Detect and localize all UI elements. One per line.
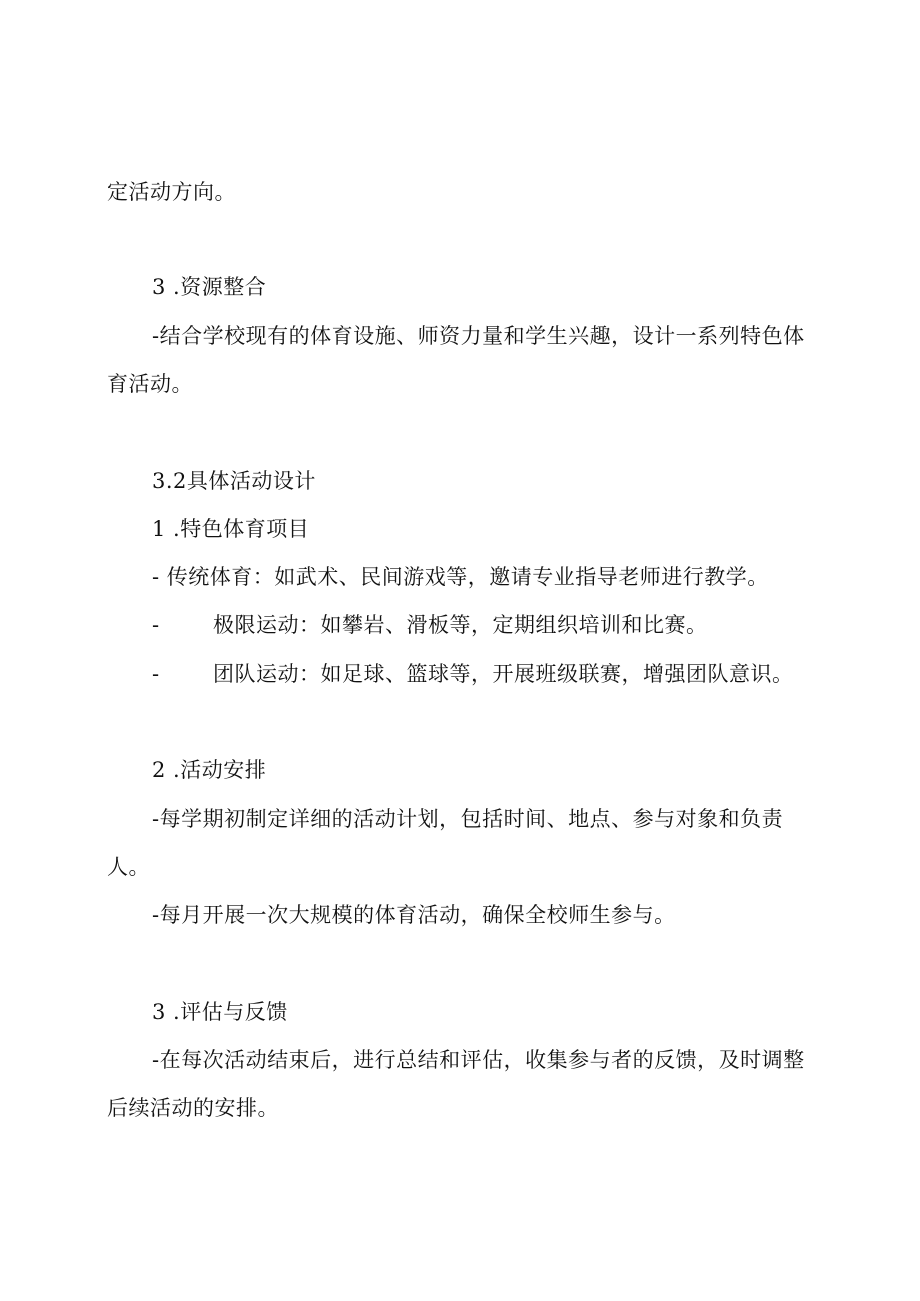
paragraph-line: 后续活动的安排。 [107,1096,279,1120]
paragraph-continuation: 定活动方向。 [107,180,236,204]
bullet-text: 极限运动：如攀岩、滑板等，定期组织培训和比赛。 [213,613,708,637]
section-heading-resource-integration: 3 .资源整合 [152,275,267,299]
paragraph-line: -每月开展一次大规模的体育活动，确保全校师生参与。 [152,903,676,927]
paragraph-line: 育活动。 [107,372,193,396]
bullet-dash: - [152,613,160,637]
subsection-heading-activity-design: 3.2具体活动设计 [152,469,316,493]
bullet-extreme-sports [152,611,852,639]
item-heading-activity-schedule: 2 .活动安排 [152,758,267,782]
paragraph-line: -在每次活动结束后，进行总结和评估，收集参与者的反馈，及时调整 [152,1048,805,1072]
item-heading-evaluation-feedback: 3 .评估与反馈 [152,1000,288,1024]
bullet-text: 团队运动：如足球、篮球等，开展班级联赛，增强团队意识。 [213,662,794,686]
item-heading-featured-sports: 1 .特色体育项目 [152,517,310,541]
paragraph-line: -结合学校现有的体育设施、师资力量和学生兴趣，设计一系列特色体 [152,324,805,348]
bullet-traditional-sports: - 传统体育：如武术、民间游戏等，邀请专业指导老师进行教学。 [152,565,769,589]
bullet-team-sports [152,660,852,688]
paragraph-line: 人。 [107,855,150,879]
bullet-dash: - [152,662,160,686]
paragraph-line: -每学期初制定详细的活动计划，包括时间、地点、参与对象和负责 [152,807,784,831]
